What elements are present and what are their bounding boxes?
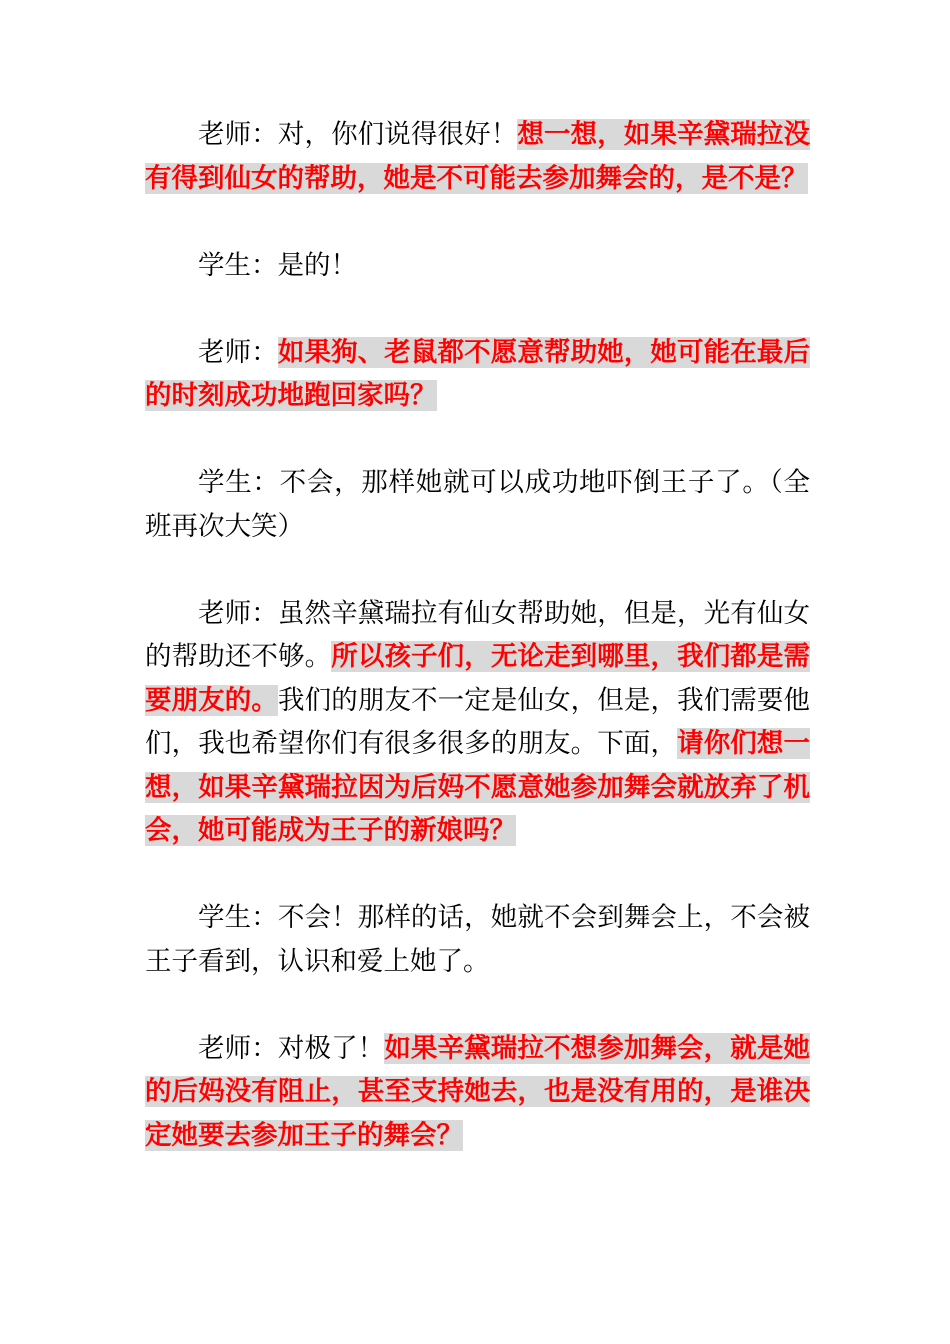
dialogue-text: 不会，那样她就可以成功地吓倒王子了。（全班再次大笑）: [145, 467, 811, 542]
dialogue-text: 对极了！: [277, 1032, 385, 1064]
speaker-label: 学生：: [198, 249, 278, 281]
highlighted-question: 如果辛黛瑞拉不想参加舞会，就是她的后妈没有阻止，甚至支持她去，也是没有用的，是谁决定她要去参加王子的舞会？: [145, 1032, 811, 1151]
dialogue-text: 对，你们说得很好！: [277, 119, 518, 150]
highlighted-question: 想一想，如果辛黛瑞拉没有得到仙女的帮助，她是不可能去参加舞会的，是不是？: [145, 119, 811, 194]
speaker-label: 学生：: [198, 467, 280, 498]
dialogue-paragraph-student: [145, 461, 810, 548]
dialogue-text: 虽然辛黛瑞拉有仙女帮助她，但是，光有仙女的帮助还不够。: [145, 597, 811, 672]
dialogue-paragraph-student: [145, 244, 810, 288]
dialogue-transcript: [145, 113, 810, 1201]
highlighted-question: 请你们想一想，如果辛黛瑞拉因为后妈不愿意她参加舞会就放弃了机会，她可能成为王子的新娘吗？: [145, 728, 811, 846]
dialogue-paragraph-teacher: [145, 331, 810, 418]
highlighted-statement: 所以孩子们，无论走到哪里，我们都是需要朋友的。: [145, 641, 811, 716]
dialogue-paragraph-student: [145, 896, 810, 983]
dialogue-text: 是的！: [277, 249, 357, 281]
speaker-label: 老师：: [198, 336, 278, 368]
speaker-label: 老师：: [198, 597, 278, 629]
dialogue-paragraph-teacher: [145, 1027, 810, 1158]
dialogue-paragraph-teacher: [145, 592, 810, 853]
dialogue-text: 我们的朋友不一定是仙女，但是，我们需要他们，我也希望你们有很多很多的朋友。下面，: [145, 684, 811, 759]
dialogue-text: 不会！那样的话，她就不会到舞会上，不会被王子看到，认识和爱上她了。: [145, 902, 811, 977]
highlighted-question: 如果狗、老鼠都不愿意帮助她，她可能在最后的时刻成功地跑回家吗？: [145, 336, 811, 411]
speaker-label: 老师：: [198, 119, 278, 150]
speaker-label: 老师：: [198, 1032, 278, 1064]
dialogue-paragraph-teacher: [145, 113, 810, 200]
speaker-label: 学生：: [198, 902, 278, 933]
